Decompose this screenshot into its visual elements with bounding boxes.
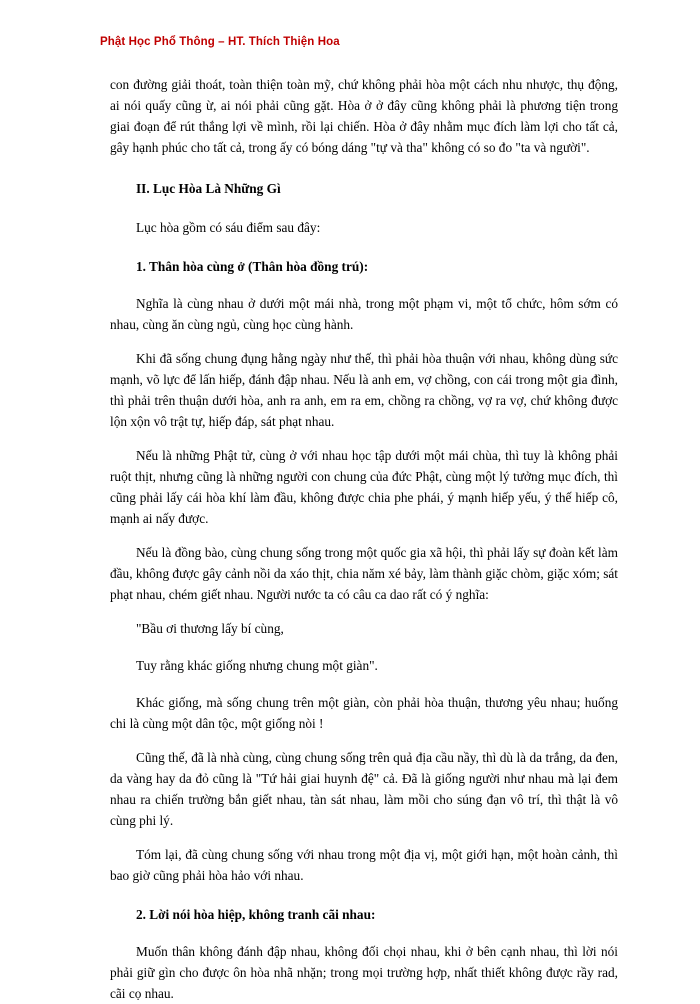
quote-line: "Bầu ơi thương lấy bí cùng,	[136, 621, 284, 636]
section-heading: II. Lục Hòa Là Những Gì	[136, 181, 281, 196]
paragraph: con đường giải thoát, toàn thiện toàn mỹ, chứ không phải hòa một cách nhu nhược, thụ động, ai nói quấy cũng ừ, ai nói phải cũng gặt. Hòa ở ở đây cũng không phải là phương tiện trong giai đoạn để rút thắng lợi về mình, rồi lại chiến. Hòa ở đây nhằm mục đích làm lợi cho tất cả, gây hạnh phúc cho tất cả, trong ấy có bóng dáng "tự và tha" không có so đo "ta và người".	[110, 77, 618, 155]
paragraph: Cũng thế, đã là nhà cùng, cùng chung sống trên quả địa cầu nầy, thì dù là da trắng, da đen, da vàng hay da đỏ cũng là "Tứ hải giai huynh đệ" cả. Đã là giống người như nhau mà lại đem nhau ra chiến trường bắn giết nhau, tàn sát nhau, làm mồi cho súng đạn vô trí, thì thật là vô cùng phi lý.	[110, 750, 618, 828]
paragraph: Lục hòa gồm có sáu điểm sau đây:	[136, 220, 321, 235]
paragraph: Nếu là đồng bào, cùng chung sống trong một quốc gia xã hội, thì phải lấy sự đoàn kết làm đầu, không được gây cảnh nồi da xáo thịt, chia năm xé bảy, làm thành giặc chòm, giặc xóm; sát phạt nhau, chém giết nhau. Người nước ta có câu ca dao rất có ý nghĩa:	[110, 545, 618, 602]
sub-heading: 2. Lời nói hòa hiệp, không tranh cãi nhau:	[136, 907, 376, 922]
paragraph: Muốn thân không đánh đập nhau, không đối chọi nhau, khi ở bên cạnh nhau, thì lời nói phải giữ gìn cho được ôn hòa nhã nhặn; trong mọi trường hợp, nhất thiết không được rầy rad, cãi cọ nhau.	[110, 944, 618, 1001]
paragraph: Nếu là những Phật tử, cùng ở với nhau học tập dưới một mái chùa, thì tuy là không phải ruột thịt, nhưng cũng là những người con chung của đức Phật, cùng một lý tưởng mục đích, thì cũng phải lấy cái hòa khí làm đầu, không được chia phe phái, ý mạnh hiếp yếu, ý thế hiếp cô, mạnh ai nấy được.	[110, 448, 618, 526]
sub-heading: 1. Thân hòa cùng ở (Thân hòa đồng trú):	[136, 259, 369, 274]
paragraph: Khác giống, mà sống chung trên một giàn, còn phải hòa thuận, thương yêu nhau; huống chi là cùng một dân tộc, một giống nòi !	[110, 695, 618, 731]
document-body	[110, 74, 618, 1004]
quote-line: Tuy rằng khác giống nhưng chung một giàn".	[136, 658, 378, 673]
paragraph: Khi đã sống chung đụng hằng ngày như thế, thì phải hòa thuận với nhau, không dùng sức mạnh, võ lực để lấn hiếp, đánh đập nhau. Nếu là anh em, vợ chồng, con cái trong một gia đình, thì phải trên thuận dưới hòa, anh ra anh, em ra em, chồng ra chồng, vợ ra vợ, chứ không được lộn xộn vô trật tự, hiếp đáp, sát phạt nhau.	[110, 351, 618, 429]
page-title: Phật Học Phổ Thông – HT. Thích Thiện Hoa	[100, 36, 340, 48]
paragraph: Tóm lại, đã cùng chung sống với nhau trong một địa vị, một giới hạn, một hoàn cảnh, thì bao giờ cũng phải hòa hảo với nhau.	[110, 847, 618, 883]
paragraph: Nghĩa là cùng nhau ở dưới một mái nhà, trong một phạm vi, một tổ chức, hôm sớm có nhau, cùng ăn cùng ngủ, cùng học cùng hành.	[110, 296, 618, 332]
